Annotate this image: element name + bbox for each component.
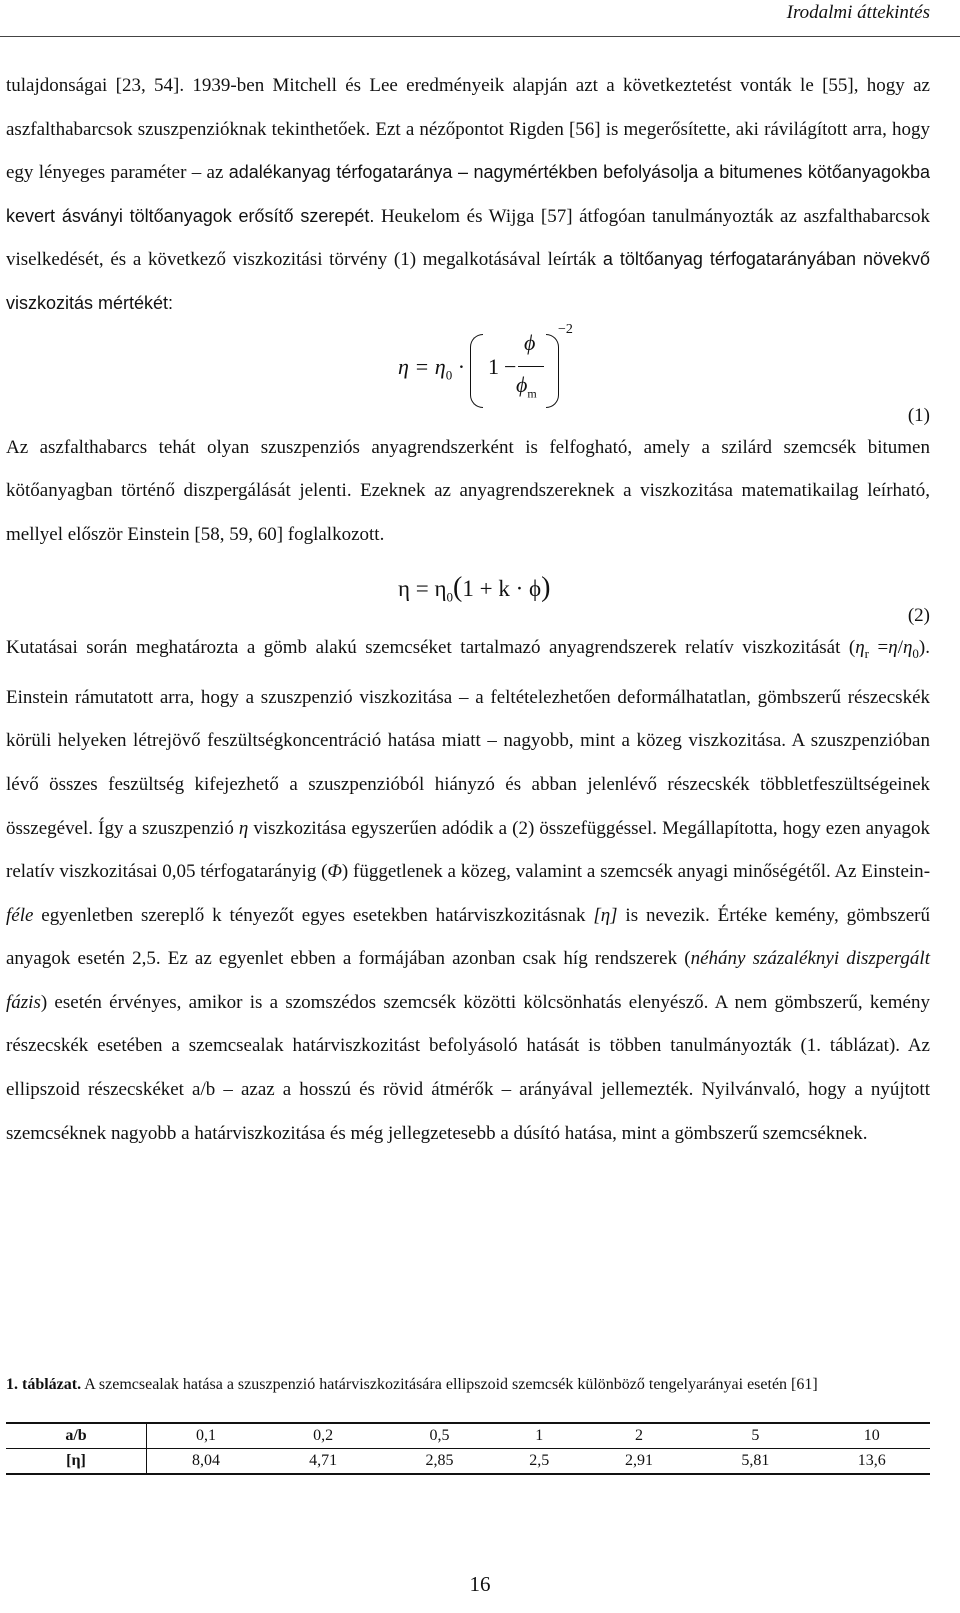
row-header: [η] — [6, 1449, 147, 1475]
table-caption: 1. táblázat. A szemcsealak hatása a szuszpenzió határviszkozitására ellipszoid szemcsék különböző tengelyarányai esetén [61] — [6, 1376, 818, 1393]
eq1-left-paren — [470, 334, 483, 408]
paragraph-3: Kutatásai során meghatározta a gömb alakú szemcséket tartalmazó anyagrendszerek relatív viszkozitását $(\eta_r =\eta/\eta_0)$. Einstein rámutatott arra, hogy a szuszpenzió viszkozitása – a feltételezhetően deformálhatatlan, gömbszerű részecskék körüli helyeken létrejövő feszültségkoncentráció hatása miatt – nagyobb, mint a közeg viszkozitása. A szuszpenzióban lévő összes feszültség kifejezhető a szuszpenzióból hiányzó és abban jelenlévő részecskék többletfeszültségeinek összegével. Így a szuszpenzió η viszkozitása egyszerűen adódik a (2) összefüggéssel. Megállapította, hogy ezen anyagok relatív viszkozitásai 0,05 térfogatarányig (Φ) függetlenek a közeg, valamint a szemcsék anyagi minőségétől. Az Einstein-féle egyenletben szereplő k tényezőt egyes esetekben határviszkozitásnak [η] is nevezik. Értéke kemény, gömbszerű anyagok esetén 2,5. Ez az egyenlet ebben a formájában azonban csak híg rendszerek (néhány százaléknyi diszpergált fázis) esetén érvényes, amikor is a szomszédos szemcsék közötti kölcsönhatás elenyésző. A nem gömbszerű, kemény részecskék esetében a szemcsealak határviszkozitást befolyásoló hatását is többen tanulmányozták (1. táblázat). Az ellipszoid részecskéket a/b – azaz a hosszú és rövid átmérők – arányával jellemezték. Nyilvánvaló, hogy a nyújtott szemcséknek nagyobb a határviszkozitása és még jellegzetesebb a dúsító hatása, mint a gömbszerű szemcséknek. — [6, 637, 931, 1144]
eq1-one: 1 — [488, 353, 499, 379]
table-cell: 13,6 — [814, 1449, 930, 1475]
eq1-numerator: ϕ — [524, 329, 536, 355]
table-cell: 0,2 — [265, 1423, 381, 1449]
table-row — [6, 1423, 930, 1449]
table-cell: 2,91 — [581, 1449, 697, 1475]
eq1-lhs: $\eta = \eta_0$ · — [398, 353, 466, 382]
table-cell: 1 — [498, 1423, 581, 1449]
row-header: a/b — [6, 1423, 147, 1449]
eq1-minus: − — [504, 353, 517, 379]
eq1-denominator: $\phi_m$ — [516, 371, 537, 400]
eq1-fraction-bar — [518, 366, 544, 367]
eq2-number: (2) — [907, 605, 930, 627]
eq1-right-paren — [546, 334, 559, 408]
eq1-exponent: −2 — [558, 321, 573, 337]
equation-1 — [6, 321, 930, 426]
header-rule — [0, 36, 960, 37]
running-header: Irodalmi áttekintés — [786, 2, 930, 23]
paragraph-1: tulajdonságai [23, 54]. 1939-ben Mitchell és Lee eredményeik alapján azt a következtetést vonták le [55], hogy az aszfalthabarcsok szuszpenzióknak tekinthetőek. Ezt a nézőpontot Rigden [56] is megerősítette, aki rávilágított arra, hogy egy lényeges paraméter – az adalékanyag térfogataránya – nagymértékben befolyásolja a bitumenes kötőanyagokba kevert ásványi töltőanyagok erősítő szerepét. Heukelom és Wijga [57] átfogóan tanulmányozták az aszfalthabarcsok viselkedését, és a következő viszkozitási törvény (1) megalkotásával leírták a töltőanyag térfogatarányában növekvő viszkozitás mértékét: — [6, 75, 931, 313]
paragraph-2: Az aszfalthabarcs tehát olyan szuszpenziós anyagrendszerként is felfogható, amely a szilárd szemcsék bitumen kötőanyagban történő diszpergálását jelenti. Ezeknek az anyagrendszereknek a viszkozitása matematikailag leírható, mellyel először Einstein [58, 59, 60] foglalkozott. — [6, 436, 930, 545]
table-cell: 2,5 — [498, 1449, 581, 1475]
body-text — [6, 64, 930, 1155]
data-table — [6, 1422, 930, 1475]
eq1-number: (1) — [907, 404, 930, 426]
page-number: 16 — [469, 1572, 491, 1596]
table-cell: 0,1 — [147, 1423, 265, 1449]
table-cell: 2 — [581, 1423, 697, 1449]
eq2-expression: $\eta = \eta_0(1 + k \cdot \phi)$ — [398, 572, 551, 605]
table-cell: 0,5 — [381, 1423, 497, 1449]
table-row — [6, 1449, 930, 1475]
table-cell: 5 — [697, 1423, 813, 1449]
table-cell: 4,71 — [265, 1449, 381, 1475]
table-cell: 5,81 — [697, 1449, 813, 1475]
table-cell: 2,85 — [381, 1449, 497, 1475]
table-cell: 8,04 — [147, 1449, 265, 1475]
table-cell: 10 — [814, 1423, 930, 1449]
equation-2 — [6, 556, 930, 626]
